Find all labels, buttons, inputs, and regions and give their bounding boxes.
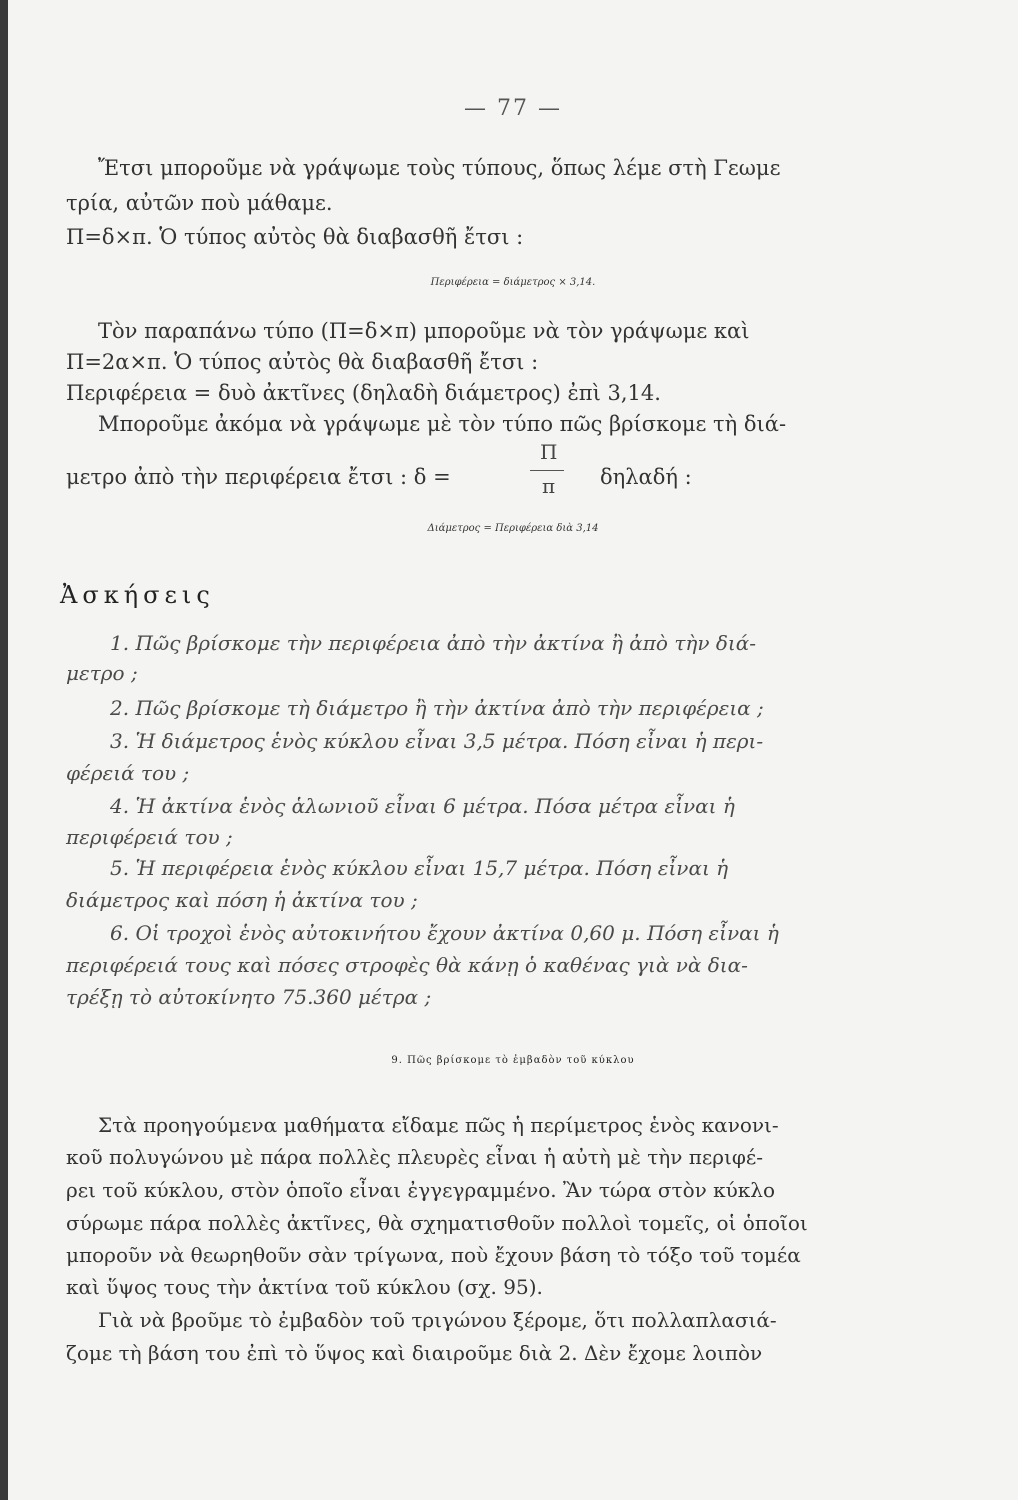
fraction-denominator: π	[542, 474, 556, 498]
exercise-1-cont: μετρο ;	[66, 661, 138, 685]
paragraph-2-line-5: μετρο ἀπὸ τὴν περιφέρεια ἔτσι : δ =	[66, 465, 451, 489]
section-body-line-8: ζομε τὴ βάση του ἐπὶ τὸ ὕψος καὶ διαιροῦμε διὰ 2. Δὲν ἔχομε λοιπὸν	[66, 1341, 763, 1365]
exercise-4-cont: περιφέρειά του ;	[66, 825, 233, 849]
paragraph-2-line-1: Τὸν παραπάνω τύπο (Π=δ×π) μποροῦμε νὰ τὸν γράψωμε καὶ	[98, 319, 750, 343]
formula-circumference: Περιφέρεια = διάμετρος × 3,14.	[430, 277, 596, 288]
paragraph-2-line-5-end: δηλαδή :	[600, 465, 692, 489]
exercise-3: 3. Ἡ διάμετρος ἑνὸς κύκλου εἶναι 3,5 μέτρα. Πόση εἶναι ἡ περι-	[110, 729, 764, 753]
exercise-3-cont: φέρειά του ;	[66, 761, 190, 785]
exercise-1: 1. Πῶς βρίσκομε τὴν περιφέρεια ἀπὸ τὴν ἀκτίνα ἢ ἀπὸ τὴν διά-	[110, 631, 757, 655]
section-body-line-1: Στὰ προηγούμενα μαθήματα εἴδαμε πῶς ἡ περίμετρος ἑνὸς κανονι-	[98, 1113, 779, 1137]
exercise-6-cont-1: περιφέρειά τους καὶ πόσες στροφὲς θὰ κάνῃ ὁ καθένας γιὰ νὰ δια-	[66, 953, 748, 977]
exercise-5: 5. Ἡ περιφέρεια ἑνὸς κύκλου εἶναι 15,7 μέτρα. Πόση εἶναι ἡ	[110, 856, 729, 880]
paragraph-2-line-3: Περιφέρεια = δυὸ ἀκτῖνες (δηλαδὴ διάμετρος) ἐπὶ 3,14.	[66, 381, 661, 405]
section-body-line-2: κοῦ πολυγώνου μὲ πάρα πολλὲς πλευρὲς εἶναι ἡ αὐτὴ μὲ τὴν περιφέ-	[66, 1145, 763, 1169]
section-body-line-3: ρει τοῦ κύκλου, στὸν ὁποῖο εἶναι ἐγγεγραμμένο. Ἂν τώρα στὸν κύκλο	[66, 1178, 776, 1202]
exercise-6: 6. Οἱ τροχοὶ ἑνὸς αὐτοκινήτου ἔχουν ἀκτίνα 0,60 μ. Πόση εἶναι ἡ	[110, 921, 779, 945]
exercises-title: Ἀσκήσεις	[60, 581, 215, 609]
intro-line-1: Ἔτσι μποροῦμε νὰ γράψωμε τοὺς τύπους, ὅπως λέμε στὴ Γεωμε	[98, 156, 781, 180]
section-heading: 9. Πῶς βρίσκομε τὸ ἐμβαδὸν τοῦ κύκλου	[391, 1055, 635, 1066]
exercise-4: 4. Ἡ ἀκτίνα ἑνὸς ἁλωνιοῦ εἶναι 6 μέτρα. Πόσα μέτρα εἶναι ἡ	[110, 794, 735, 818]
fraction-bar	[530, 470, 564, 471]
intro-line-2: τρία, αὐτῶν ποὺ μάθαμε.	[66, 191, 333, 215]
section-body-line-7: Γιὰ νὰ βροῦμε τὸ ἐμβαδὸν τοῦ τριγώνου ξέρομε, ὅτι πολλαπλασιά-	[98, 1308, 777, 1332]
fraction-numerator: Π	[540, 440, 558, 464]
section-body-line-5: μποροῦν νὰ θεωρηθοῦν σὰν τρίγωνα, ποὺ ἔχουν βάση τὸ τόξο τοῦ τομέα	[66, 1243, 801, 1267]
exercise-6-cont-2: τρέξῃ τὸ αὐτοκίνητο 75.360 μέτρα ;	[66, 985, 432, 1009]
intro-line-3: Π=δ×π. Ὁ τύπος αὐτὸς θὰ διαβασθῆ ἔτσι :	[66, 225, 524, 249]
exercise-2: 2. Πῶς βρίσκομε τὴ διάμετρο ἢ τὴν ἀκτίνα ἀπὸ τὴν περιφέρεια ;	[110, 696, 764, 720]
paragraph-2-line-4: Μποροῦμε ἀκόμα νὰ γράψωμε μὲ τὸν τύπο πῶς βρίσκομε τὴ διά-	[98, 412, 787, 436]
formula-diameter: Διάμετρος = Περιφέρεια διὰ 3,14	[427, 523, 599, 534]
section-body-line-6: καὶ ὕψος τους τὴν ἀκτίνα τοῦ κύκλου (σχ. 95).	[66, 1275, 543, 1299]
exercise-5-cont: διάμετρος καὶ πόση ἡ ἀκτίνα του ;	[66, 888, 418, 912]
page-number: — 77 —	[464, 96, 562, 121]
paragraph-2-line-2: Π=2α×π. Ὁ τύπος αὐτὸς θὰ διαβασθῆ ἔτσι :	[66, 350, 539, 374]
section-body-line-4: σύρωμε πάρα πολλὲς ἀκτῖνες, θὰ σχηματισθοῦν πολλοὶ τομεῖς, οἱ ὁποῖοι	[66, 1211, 808, 1235]
